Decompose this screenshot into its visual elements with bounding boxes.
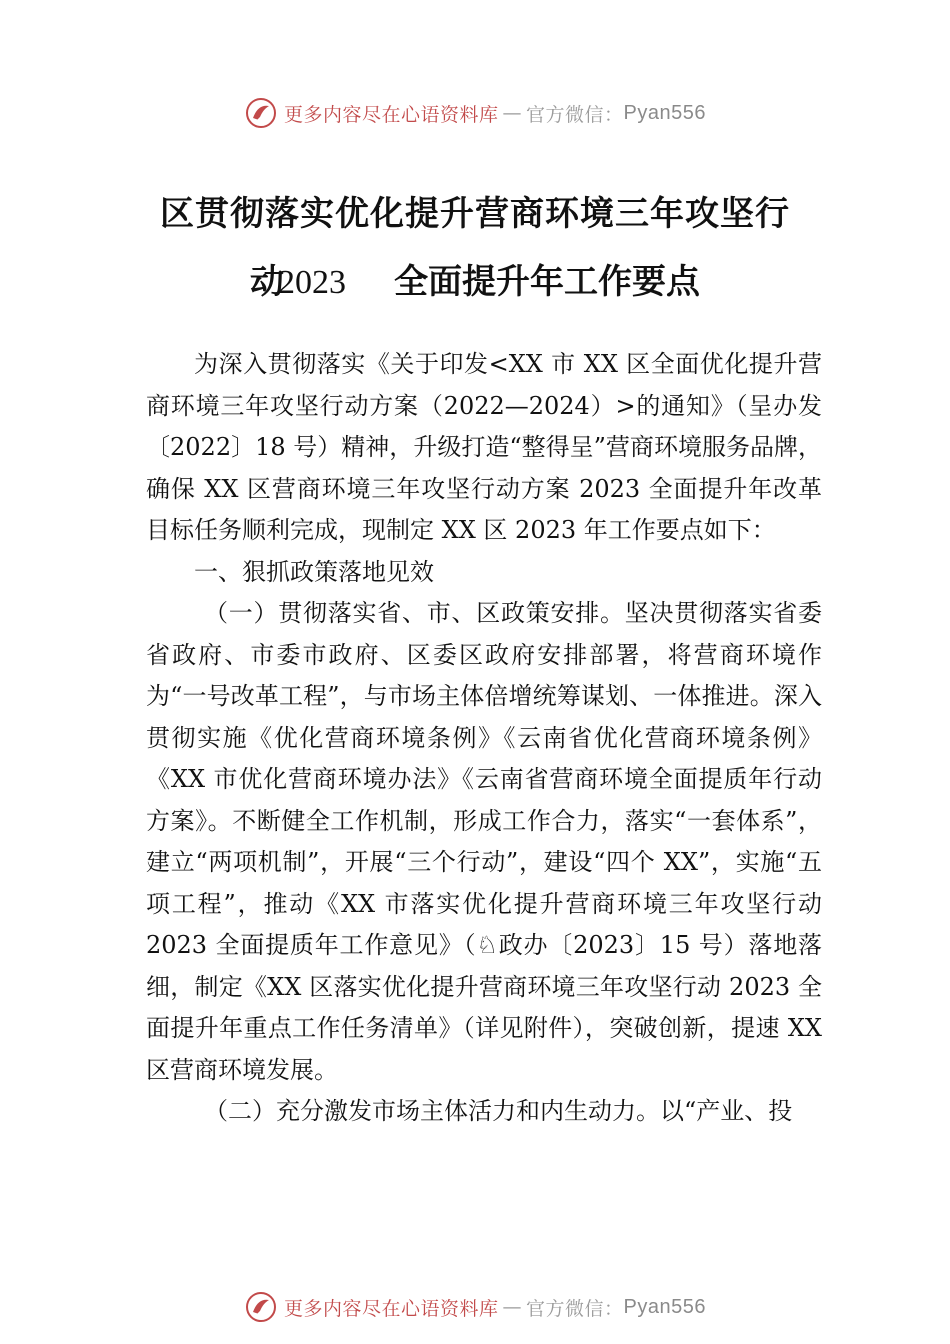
- watermark-footer: [0, 1290, 950, 1324]
- watermark-wechat-id: Pyan556: [623, 101, 706, 124]
- watermark-brand: 更多内容尽在心语资料库: [284, 1297, 499, 1320]
- paragraph-1: （一）贯彻落实省、市、区政策安排。坚决贯彻落实省委省政府、市委市政府、区委区政府安排部署，将营商环境作为“一号改革工程”，与市场主体倍增统筹谋划、一体推进。深入贯彻实施《优化营商环境条例》《云南省优化营商环境条例》《XX 市优化营商环境办法》《云南省营商环境全面提质年行动方案》。不断健全工作机制，形成工作合力，落实“一套体系”，建立“两项机制”，开展“三个行动”，建设“四个 XX”，实施“五项工程”，推动《XX 市落实优化提升营商环境三年攻坚行动 2023 全面提质年工作意见》（♘政办〔2023〕15 号）落地落细，制定《XX 区落实优化提升营商环境三年攻坚行动 2023 全面提升年重点工作任务清单》（详见附件），突破创新，提速 XX 区营商环境发展。: [146, 599, 822, 1084]
- watermark-header: [0, 96, 950, 130]
- section-heading-1: 一、狠抓政策落地见效: [194, 557, 434, 586]
- doc-title-year: 2023: [278, 264, 346, 301]
- doc-title-line2-a: 动: [250, 262, 284, 302]
- watermark-separator: —: [502, 1296, 523, 1318]
- doc-body: [146, 344, 822, 1133]
- paragraph-2: （二）充分激发市场主体活力和内生动力。以“产业、投: [204, 1097, 793, 1125]
- watermark-wechat-id: Pyan556: [623, 1295, 706, 1318]
- intro-paragraph: 为深入贯彻落实《关于印发<XX 市 XX 区全面优化提升营商环境三年攻坚行动方案（2022—2024）>的通知》（呈办发〔2022〕18 号）精神，升级打造“整得呈”营商环境服务品牌，确保 XX 区营商环境三年攻坚行动方案 2023 全面提升年改革目标任务顺利完成，现制定 XX 区 2023 年工作要点如下：: [146, 350, 822, 544]
- logo-icon: [244, 96, 278, 130]
- doc-title-line2-b: 全面提升年工作要点: [394, 262, 700, 302]
- watermark-separator: —: [502, 102, 523, 124]
- watermark-wechat-label: 官方微信：: [526, 1297, 624, 1320]
- doc-title-line1: 区贯彻落实优化提升营商环境三年攻坚行: [160, 194, 790, 234]
- doc-title-line2: [0, 254, 950, 303]
- logo-icon: [244, 1290, 278, 1324]
- watermark-brand: 更多内容尽在心语资料库: [284, 103, 499, 126]
- watermark-wechat-label: 官方微信：: [526, 103, 624, 126]
